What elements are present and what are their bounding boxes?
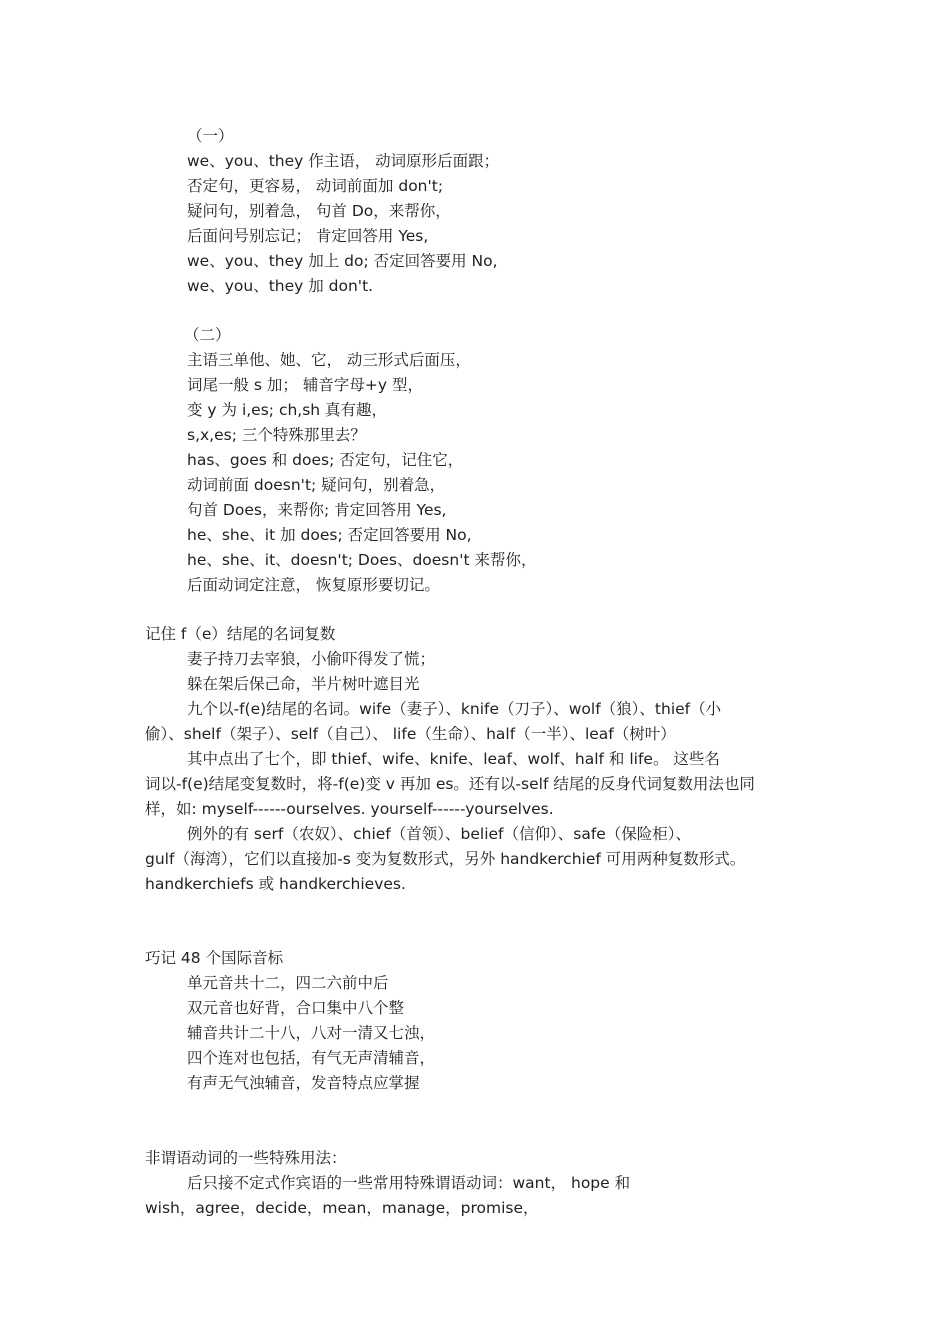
verse-line: 词尾一般 s 加； 辅音字母+y 型， xyxy=(187,376,423,394)
paragraph-line: wish，agree，decide，mean，manage，promise， xyxy=(145,1199,539,1217)
paragraph-line: 九个以-f(e)结尾的名词。wife（妻子）、knife（刀子）、wolf（狼）、thief（小 xyxy=(187,700,722,718)
verse-line: 动词前面 doesn't; 疑问句，别着急， xyxy=(187,476,446,494)
verse-line: 主语三单他、她、它， 动三形式后面压， xyxy=(187,351,471,369)
section-heading-2: （二） xyxy=(184,326,231,344)
verse-line: 辅音共计二十八，八对一清又七浊， xyxy=(187,1024,436,1042)
verse-line: 单元音共十二，四二六前中后 xyxy=(187,974,389,992)
verse-line: we、you、they 加 don't. xyxy=(187,277,374,295)
section-heading-3: 记住 f（e）结尾的名词复数 xyxy=(145,625,336,643)
paragraph-line: gulf（海湾），它们以直接加-s 变为复数形式，另外 handkerchief 可用两种复数形式。 xyxy=(145,850,746,868)
verse-line: he、she、it、doesn't; Does、doesn't 来帮你， xyxy=(187,551,537,569)
verse-line: 双元音也好背，合口集中八个整 xyxy=(187,999,405,1017)
paragraph-line: 词以-f(e)结尾变复数时，将-f(e)变 v 再加 es。还有以-self 结尾的反身代词复数用法也同 xyxy=(145,775,755,793)
verse-line: we、you、they 加上 do; 否定回答要用 No, xyxy=(187,252,498,270)
paragraph-line: 样，如: myself------ourselves. yourself------yourselves. xyxy=(145,800,554,818)
verse-line: 躲在架后保己命，半片树叶遮目光 xyxy=(187,675,420,693)
verse-line: 变 y 为 i,es; ch,sh 真有趣， xyxy=(187,401,388,419)
verse-line: 四个连对也包括，有气无声清辅音， xyxy=(187,1049,436,1067)
verse-line: has、goes 和 does; 否定句，记住它， xyxy=(187,451,464,469)
verse-line: we、you、they 作主语， 动词原形后面跟； xyxy=(187,152,500,170)
paragraph-line: handkerchiefs 或 handkerchieves. xyxy=(145,875,406,893)
verse-line: 后面问号别忘记； 肯定回答用 Yes, xyxy=(187,227,429,245)
verse-line: 否定句，更容易， 动词前面加 don't; xyxy=(187,177,444,195)
paragraph-line: 例外的有 serf（农奴）、chief（首领）、belief（信仰）、safe（保险柜）、 xyxy=(187,825,692,843)
verse-line: 妻子持刀去宰狼，小偷吓得发了慌； xyxy=(187,650,436,668)
paragraph-line: 其中点出了七个，即 thief、wife、knife、leaf、wolf、half 和 life。 这些名 xyxy=(187,750,720,768)
verse-line: s,x,es; 三个特殊那里去？ xyxy=(187,426,366,444)
verse-line: he、she、it 加 does; 否定回答要用 No, xyxy=(187,526,472,544)
paragraph-line: 偷）、shelf（架子）、self（自己）、 life（生命）、half（一半）、leaf（树叶） xyxy=(145,725,676,743)
verse-line: 句首 Does，来帮你; 肯定回答用 Yes, xyxy=(187,501,447,519)
verse-line: 疑问句，别着急， 句首 Do，来帮你， xyxy=(187,202,451,220)
section-heading-1: （一） xyxy=(187,127,234,145)
verse-line: 后面动词定注意， 恢复原形要切记。 xyxy=(187,576,440,594)
section-heading-5: 非谓语动词的一些特殊用法： xyxy=(145,1149,347,1167)
verse-line: 有声无气浊辅音，发音特点应掌握 xyxy=(187,1074,420,1092)
section-heading-4: 巧记 48 个国际音标 xyxy=(145,949,284,967)
paragraph-line: 后只接不定式作宾语的一些常用特殊谓语动词：want， hope 和 xyxy=(187,1174,631,1192)
